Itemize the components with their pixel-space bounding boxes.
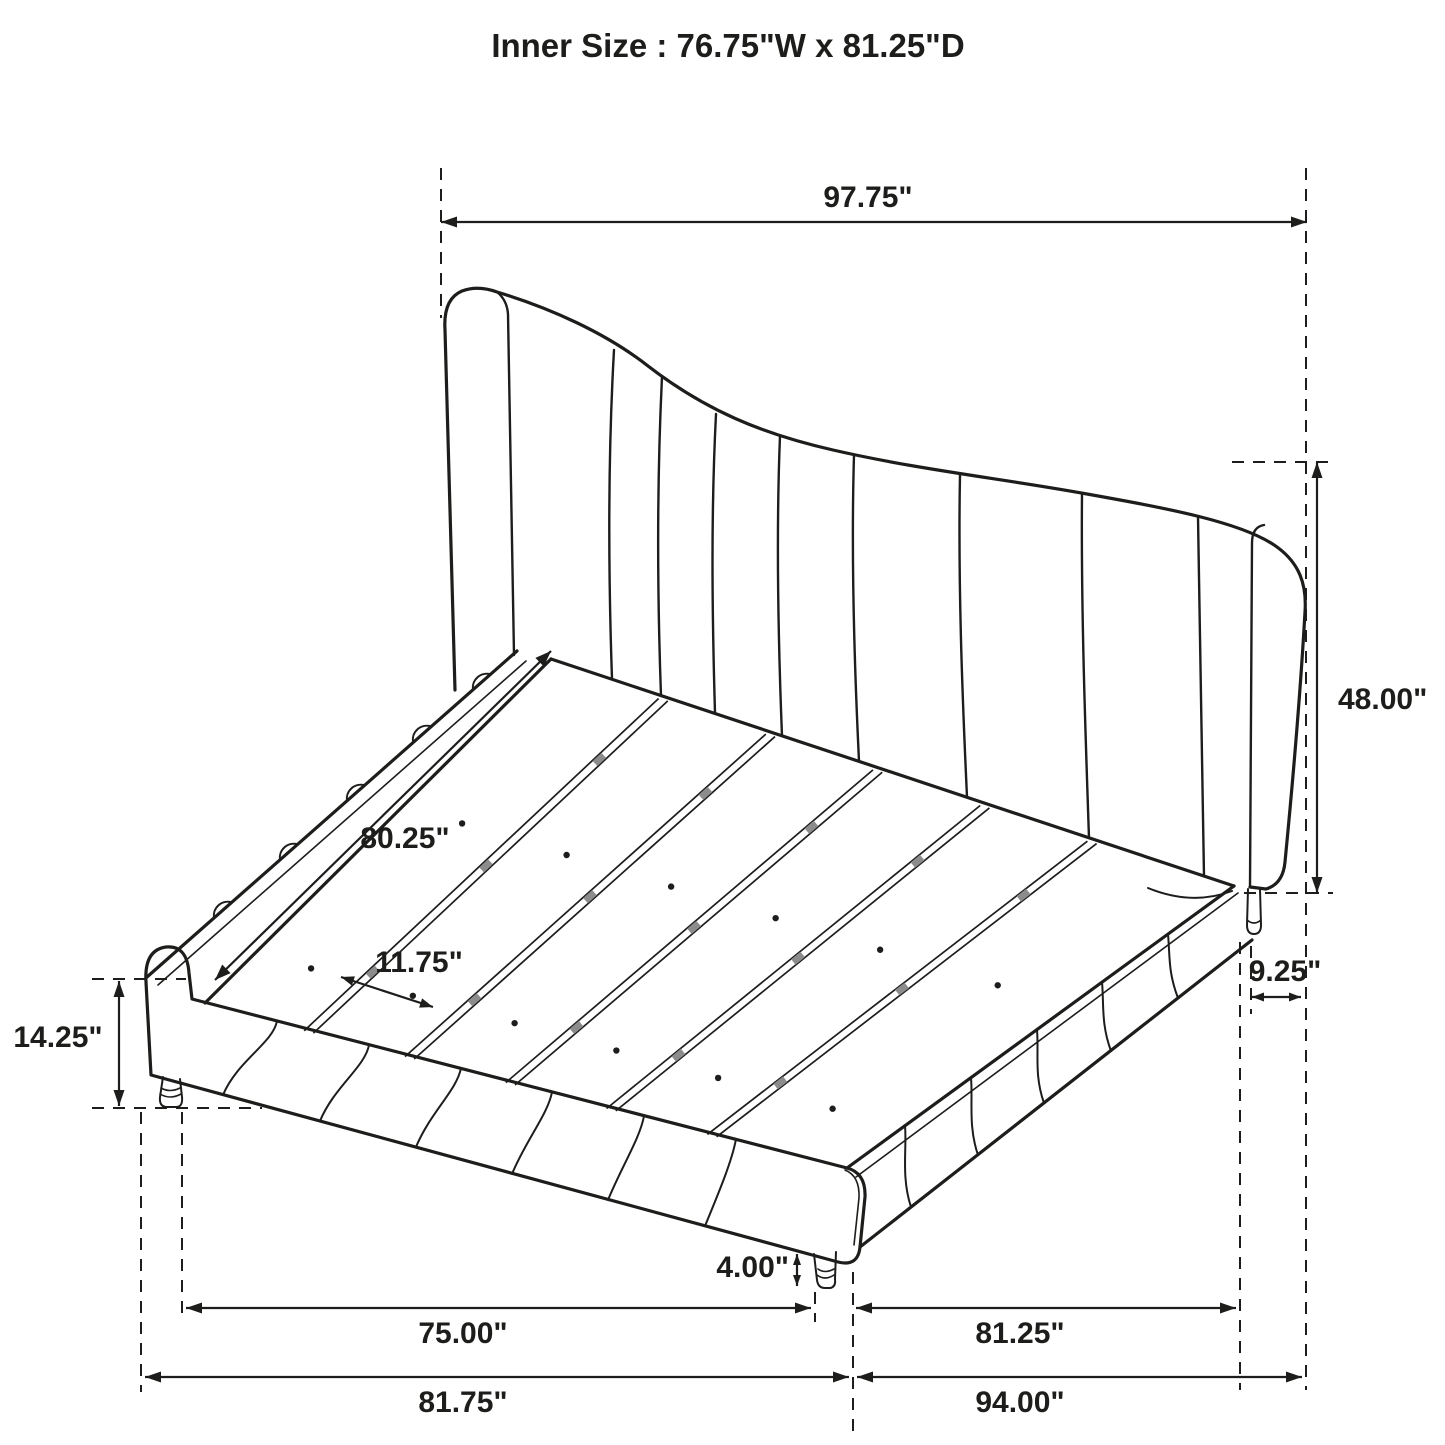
arrowhead-left [186,1303,202,1314]
extension-lines [92,168,1333,1440]
foot-rail-seam [608,1116,644,1200]
right-rail-bottom-edge [860,940,1252,1247]
arrowhead-right [795,1303,811,1314]
foot-rail-seam [320,1045,369,1121]
dimension-label: 81.75" [418,1386,508,1419]
arrowhead-right [833,1372,849,1383]
foot-rail-seam [705,1139,736,1226]
dimension-line [341,977,433,1007]
screw-hole-dot [829,1106,835,1112]
front-center-leg-cap [818,1269,834,1272]
arrowhead-down [1312,877,1323,893]
dimension-slat-length [215,651,551,980]
left-rail-rounded-edge [158,661,526,985]
slat-gap-line [607,806,981,1109]
screw-hole-dot [995,982,1001,988]
right-rail-rounded-edge [856,893,1238,1177]
arrowhead-right [1289,993,1301,1002]
foot-rail-seam [223,1021,277,1095]
headboard-channel-seam [609,350,614,679]
arrowhead-left [1252,993,1264,1002]
arrowhead-left [856,1303,872,1314]
dimension-outer-width [145,1372,849,1420]
right-side-rail [856,888,1252,1247]
headboard-outline [445,288,1305,889]
right-rail-seam [1037,1030,1044,1103]
arrowhead-left [857,1372,873,1383]
headboard-channel-seam [959,475,967,797]
dimension-leg-height [716,1251,801,1286]
headboard [445,288,1305,934]
screw-hole-dot [668,883,674,889]
screw-hole-dot [715,1075,721,1081]
dimension-label: 94.00" [975,1386,1065,1419]
dimension-outer-depth [857,1372,1302,1420]
arrowhead-up [793,1254,801,1265]
right-rail-seam [1168,934,1178,998]
front-left-leg-cap [160,1094,181,1097]
headboard-channel-seam [778,436,782,736]
dimension-headboard-base-depth [1249,955,1322,1002]
arrowhead-right [1291,217,1307,228]
slat-gap-line [707,841,1087,1134]
dimension-label: 4.00" [716,1251,789,1284]
dimension-label: 11.75" [375,946,463,979]
foot-rail-seam [512,1092,552,1174]
headboard-right-leg-cap [1247,920,1261,923]
screw-hole-dot [308,965,314,971]
foot-rail-corner-cap [845,1170,859,1245]
arrowhead-right [419,998,433,1007]
right-rail-seam [1102,982,1111,1051]
arrowhead-down [793,1275,801,1286]
headboard-left-wing-seam [497,292,514,655]
screw-hole-dot [877,947,883,953]
screw-hole-dot [563,852,569,858]
screw-hole-dot [613,1047,619,1053]
left-side-rail [147,651,551,1003]
dimension-label: 48.00" [1338,683,1428,716]
headboard-channel-seam [658,377,662,696]
deck-back-edge [551,659,1234,886]
dimension-label: 97.75" [823,181,913,214]
headboard-right-wing-seam [1250,525,1264,887]
headboard-channel-seam [853,455,859,761]
arrowhead-up [114,981,125,997]
slat-gap-line [506,770,873,1083]
dimension-headboard-height [1312,462,1428,893]
slat-gap-line [313,701,667,1033]
dimension-label: 14.25" [13,1021,103,1054]
slat-gap-line [304,698,658,1030]
screw-hole-dot [511,1020,517,1026]
arrowhead-left [145,1372,161,1383]
screw-hole-dot [459,820,465,826]
dimension-inner-depth [856,1303,1236,1351]
arrowhead-left [441,217,457,228]
dimension-label: 80.25" [360,822,450,855]
headboard-channel-seam [713,414,717,713]
dimension-inner-width [186,1303,811,1351]
arrowhead-down [114,1090,125,1106]
arrowhead-up [1312,462,1323,478]
slat-deck [304,659,1234,1168]
left-rail-outer-edge [147,651,517,977]
bed-drawing [146,288,1305,1288]
headboard-channel-seam [1198,517,1204,876]
arrowhead-right [1220,1303,1236,1314]
dimension-label: 75.00" [418,1317,508,1350]
slat-gap-line [717,844,1097,1137]
dimension-slat-width [341,946,463,1008]
dimension-overall-width [441,181,1307,228]
diagram-title: Inner Size : 76.75"W x 81.25"D [491,27,965,64]
dimension-rail-floor-height [13,981,124,1106]
dimension-label: 81.25" [975,1317,1065,1350]
front-center-leg-cap [817,1275,834,1278]
dimension-line [215,651,551,980]
slat-gap-line [414,737,775,1059]
screw-hole-dot [772,915,778,921]
foot-rail-seam [416,1068,461,1147]
dimension-label: 9.25" [1248,955,1322,988]
headboard-right-leg [1247,889,1261,934]
front-left-leg-cap [161,1088,180,1091]
headboard-channel-seam [1082,493,1089,838]
dimension-annotations [13,181,1427,1419]
arrowhead-right [1286,1372,1302,1383]
screw-hole-dot [410,993,416,999]
